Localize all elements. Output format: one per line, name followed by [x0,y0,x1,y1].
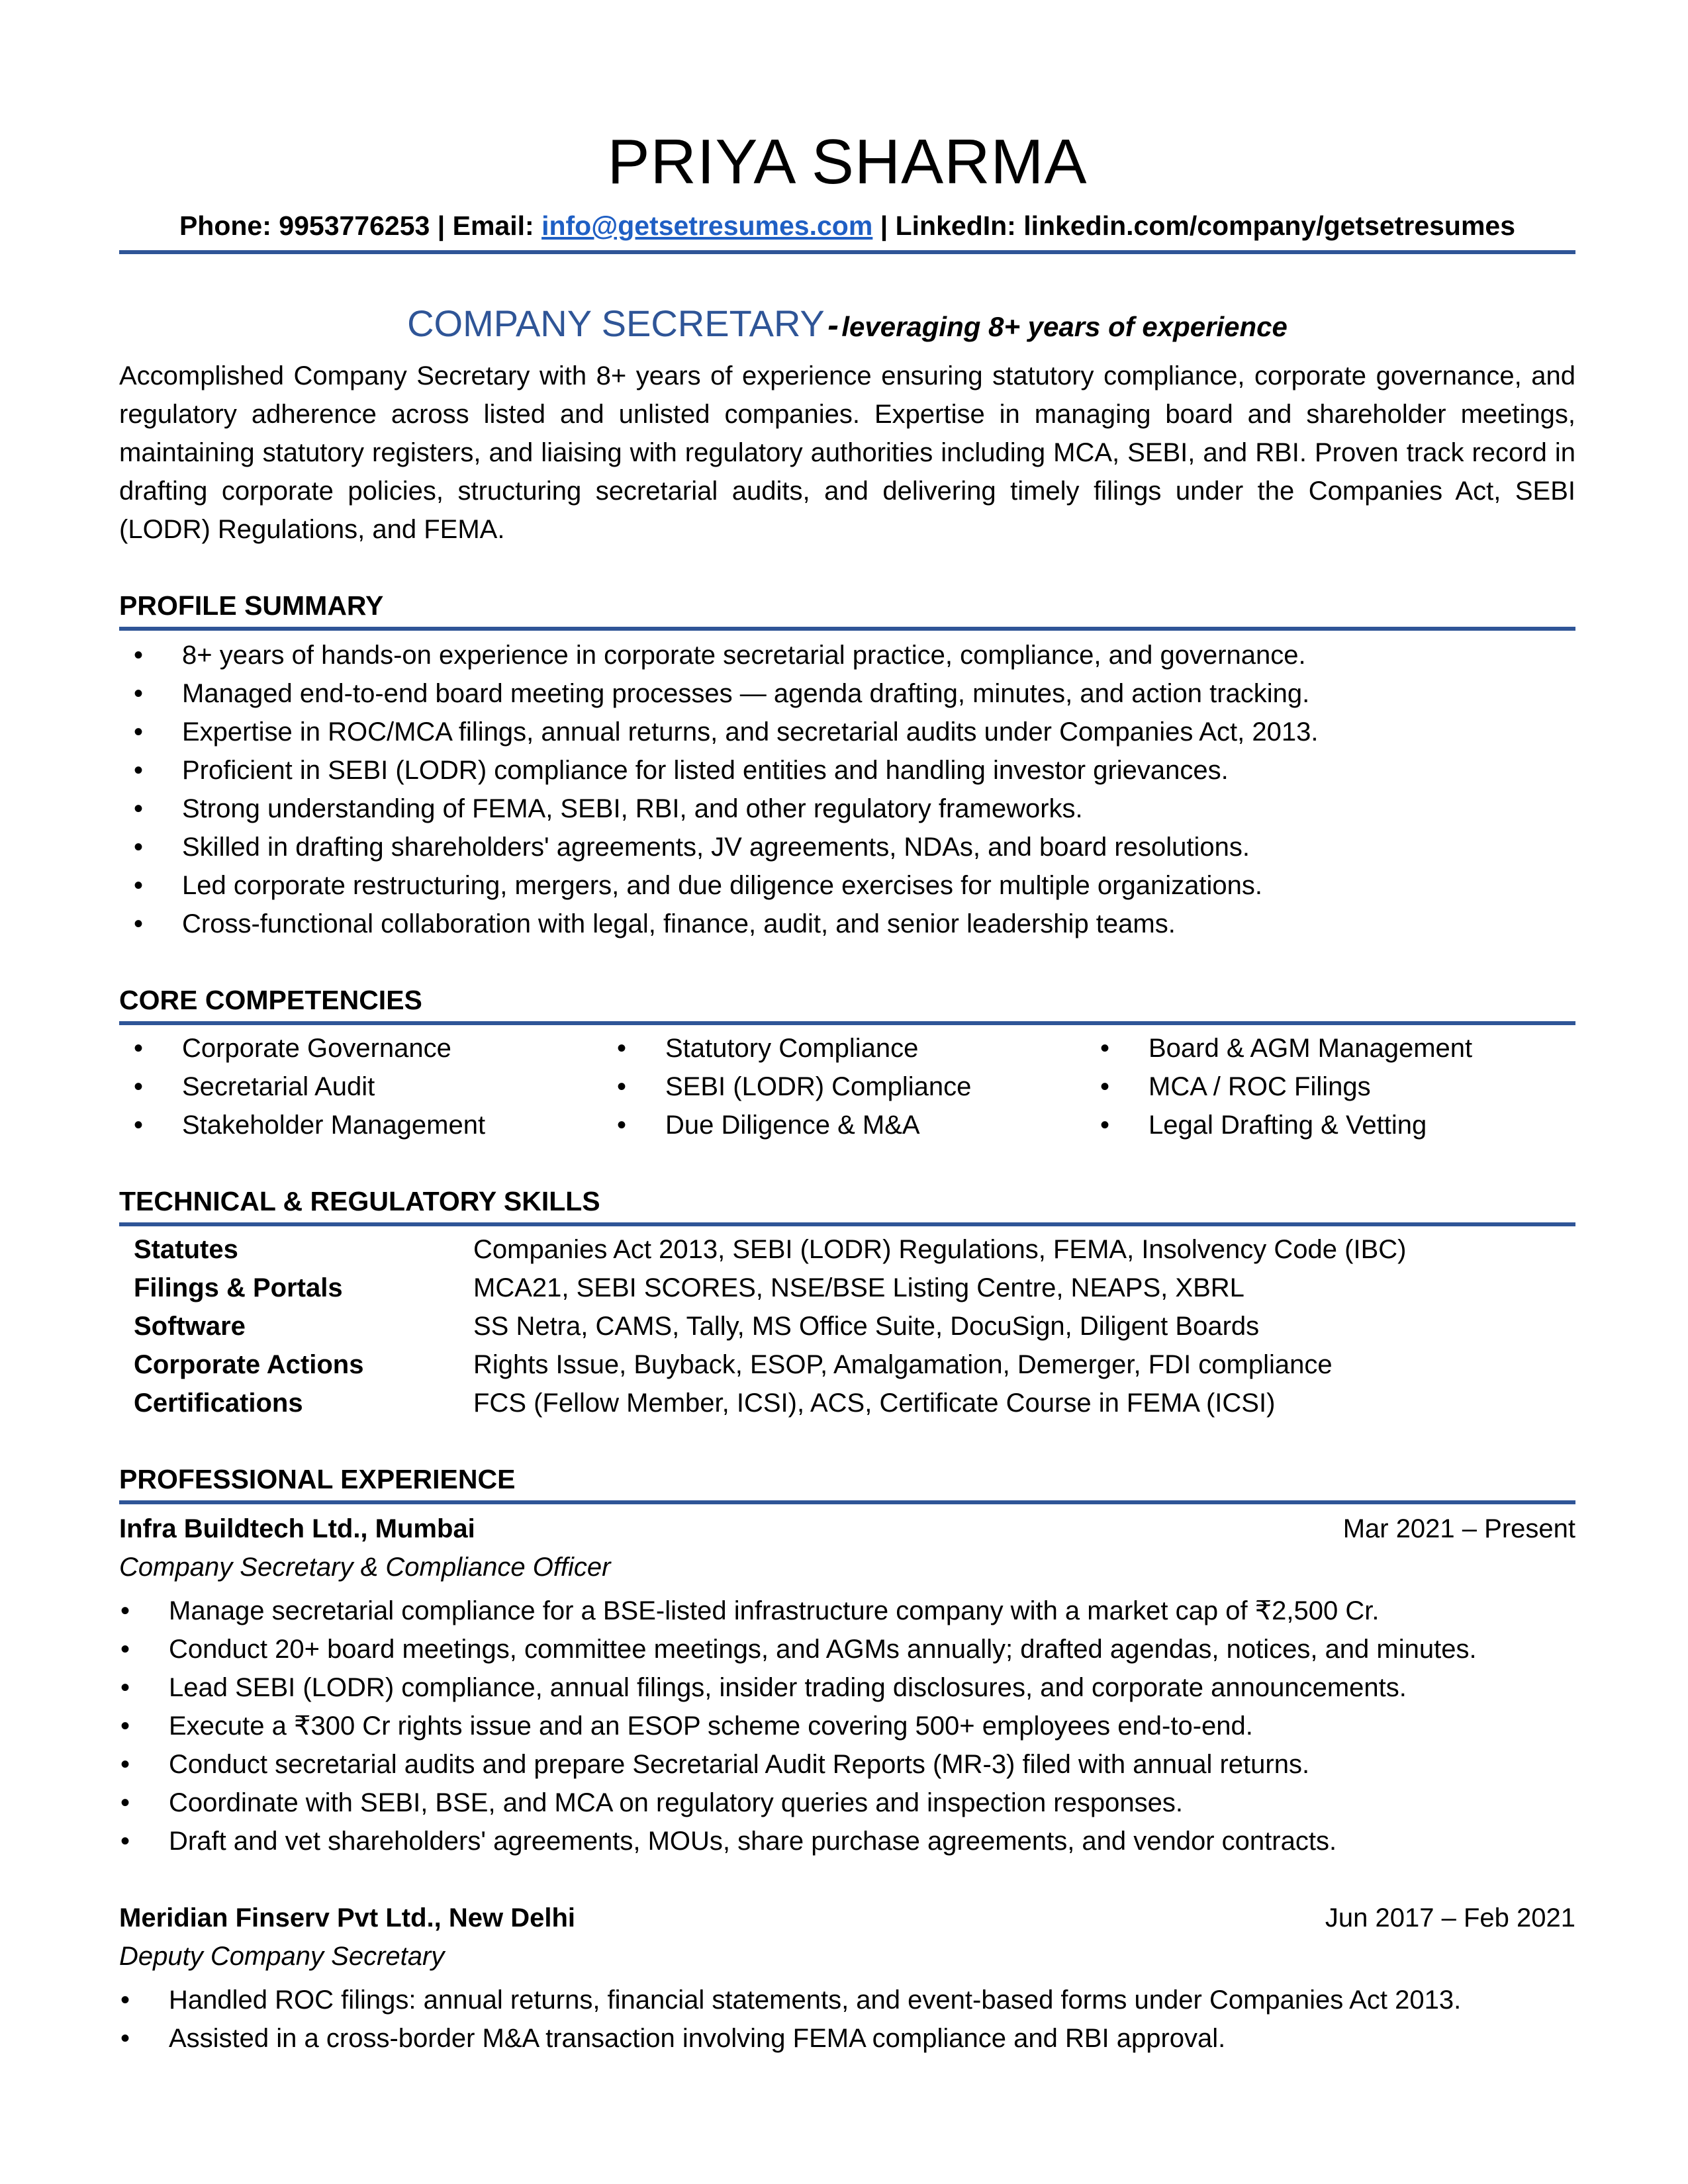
section-divider [119,1222,1575,1226]
email-label: Email: [452,210,534,241]
list-item: • 8+ years of hands-on experience in corporate secretarial practice, compliance, and governance. [119,636,1575,674]
job-header [119,1899,1575,1937]
job-dates: Jun 2017 – Feb 2021 [1325,1903,1575,1933]
skill-label: Software [134,1312,246,1341]
profile-summary-list [119,636,1575,943]
skill-row [119,1230,1575,1269]
list-item: • Coordinate with SEBI, BSE, and MCA on regulatory queries and inspection responses. [119,1784,1575,1822]
list-item: • Proficient in SEBI (LODR) compliance for listed entities and handling investor grievances. [119,751,1575,790]
competency-item: • Legal Drafting & Vetting [1086,1106,1575,1144]
job-bullets [119,1592,1575,1860]
list-item: • Conduct 20+ board meetings, committee meetings, and AGMs annually; drafted agendas, notices, and minutes. [119,1630,1575,1668]
headline-dash: - [827,306,839,343]
list-item: • Manage secretarial compliance for a BSE-listed infrastructure company with a market cap of ₹2,500 Cr. [119,1592,1575,1630]
skill-value: FCS (Fellow Member, ICSI), ACS, Certificate Course in FEMA (ICSI) [473,1388,1276,1418]
skill-row [119,1269,1575,1307]
list-item: • Conduct secretarial audits and prepare Secretarial Audit Reports (MR-3) filed with annual returns. [119,1745,1575,1784]
list-item: • Skilled in drafting shareholders' agreements, JV agreements, NDAs, and board resolutions. [119,828,1575,866]
skill-value: SS Netra, CAMS, Tally, MS Office Suite, DocuSign, Diligent Boards [473,1312,1260,1341]
separator: | [437,210,445,241]
job-bullets [119,1981,1575,2058]
competency-item: • MCA / ROC Filings [1086,1068,1575,1106]
headline [119,300,1575,357]
skill-row [119,1384,1575,1422]
contact-line [119,208,1575,244]
list-item: • Managed end-to-end board meeting processes — agenda drafting, minutes, and action tracking. [119,674,1575,713]
linkedin-value: linkedin.com/company/getsetresumes [1023,210,1516,241]
competency-item: • Board & AGM Management [1086,1029,1575,1068]
header-divider [119,250,1575,254]
job-header [119,1510,1575,1548]
job-role: Deputy Company Secretary [119,1942,445,1971]
phone-value: 9953776253 [279,210,430,241]
email-link[interactable]: info@getsetresumes.com [541,210,873,241]
section-title-profile-summary: PROFILE SUMMARY [119,590,384,621]
competency-item: • Due Diligence & M&A [602,1106,1086,1144]
list-item: • Strong understanding of FEMA, SEBI, RBI, and other regulatory frameworks. [119,790,1575,828]
section-divider [119,627,1575,631]
headline-title: COMPANY SECRETARY [407,302,825,344]
skill-label: Corporate Actions [134,1350,364,1379]
list-item: • Assisted in a cross-border M&A transaction involving FEMA compliance and RBI approval. [119,2019,1575,2058]
resume-page [119,126,1575,2058]
job-entry [119,1510,1575,1860]
skills-table [119,1230,1575,1422]
skill-value: Rights Issue, Buyback, ESOP, Amalgamation, Demerger, FDI compliance [473,1350,1333,1379]
skill-label: Certifications [134,1388,303,1418]
list-item: • Cross-functional collaboration with legal, finance, audit, and senior leadership teams. [119,905,1575,943]
skill-row [119,1307,1575,1345]
section-divider [119,1500,1575,1504]
skill-label: Statutes [134,1235,238,1264]
list-item: • Execute a ₹300 Cr rights issue and an ESOP scheme covering 500+ employees end-to-end. [119,1707,1575,1745]
skill-value: Companies Act 2013, SEBI (LODR) Regulations, FEMA, Insolvency Code (IBC) [473,1235,1407,1264]
list-item: • Led corporate restructuring, mergers, and due diligence exercises for multiple organizations. [119,866,1575,905]
job-dates: Mar 2021 – Present [1342,1514,1575,1543]
competencies-grid [119,1029,1575,1144]
section-divider [119,1021,1575,1025]
separator: | [880,210,888,241]
list-item: • Expertise in ROC/MCA filings, annual returns, and secretarial audits under Companies Act, 2013. [119,713,1575,751]
section-title-experience: PROFESSIONAL EXPERIENCE [119,1464,516,1494]
list-item: • Lead SEBI (LODR) compliance, annual filings, insider trading disclosures, and corporate announcements. [119,1668,1575,1707]
job-entry [119,1899,1575,2058]
competency-item: • SEBI (LODR) Compliance [602,1068,1086,1106]
competency-item: • Secretarial Audit [119,1068,602,1106]
phone-label: Phone: [179,210,271,241]
competency-item: • Corporate Governance [119,1029,602,1068]
job-role: Company Secretary & Compliance Officer [119,1553,611,1582]
list-item: • Draft and vet shareholders' agreements, MOUs, share purchase agreements, and vendor contracts. [119,1822,1575,1860]
skill-value: MCA21, SEBI SCORES, NSE/BSE Listing Centre, NEAPS, XBRL [473,1273,1244,1302]
section-title-technical-skills: TECHNICAL & REGULATORY SKILLS [119,1186,600,1216]
competency-item: • Statutory Compliance [602,1029,1086,1068]
job-company: Meridian Finserv Pvt Ltd., New Delhi [119,1903,576,1933]
section-title-core-competencies: CORE COMPETENCIES [119,985,422,1015]
competency-item: • Stakeholder Management [119,1106,602,1144]
summary-paragraph: Accomplished Company Secretary with 8+ years of experience ensuring statutory compliance, corporate governance, and regulatory adherence across listed and unlisted companies. Expertise in managing board and shareholder meetings, maintaining statutory registers, and liaising with regulatory authorities including MCA, SEBI, and RBI. Proven track record in drafting corporate policies, structuring secretarial audits, and delivering timely filings under the Companies Act, SEBI (LODR) Regulations, and FEMA. [119,361,1575,544]
list-item: • Handled ROC filings: annual returns, financial statements, and event-based forms under Companies Act 2013. [119,1981,1575,2019]
headline-tagline: leveraging 8+ years of experience [841,311,1288,342]
skill-row [119,1345,1575,1384]
job-company: Infra Buildtech Ltd., Mumbai [119,1514,475,1543]
linkedin-label: LinkedIn: [895,210,1016,241]
candidate-name: PRIYA SHARMA [607,126,1088,197]
skill-label: Filings & Portals [134,1273,343,1302]
